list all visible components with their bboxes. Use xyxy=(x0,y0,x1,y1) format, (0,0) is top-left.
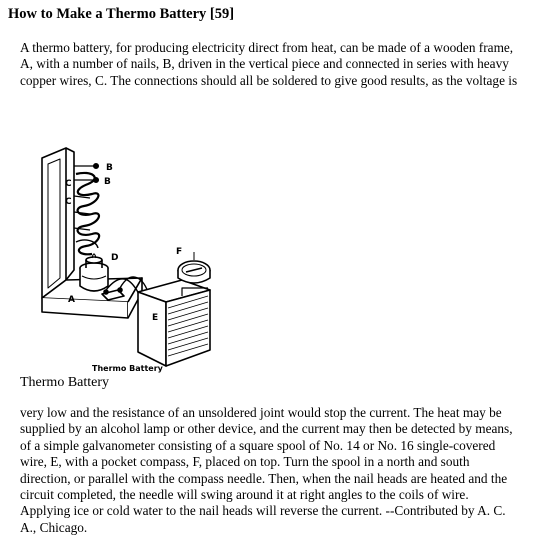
article-title: How to Make a Thermo Battery [59] xyxy=(8,6,235,22)
pocket-compass xyxy=(178,252,210,283)
label-d: D xyxy=(111,253,119,263)
figure-caption: Thermo Battery xyxy=(20,375,110,390)
thermo-battery-illustration xyxy=(32,120,252,382)
paragraph-intro: A thermo battery, for producing electricity direct from heat, can be made of a wooden frame, A, with a number of nails, B, driven in the vertical piece and connected in series with heavy copper wires, C. The connections should all be soldered to give good results, as the voltage is xyxy=(20,40,518,88)
paragraph-body: very low and the resistance of an unsoldered joint would stop the current. The heat may be supplied by an alcohol lamp or other device, and the current may then be detected by means, of a simple galvanometer consisting of a square spool of No. 14 or No. 16 single-covered wire, E, with a pocket compass, F, placed on top. Turn the spool in a north and south direction, or parallel with the compass needle. Then, when the nail heads are heated and the circuit completed, the needle will swing around it at right angles to the coils of wire. Applying ice or cold water to the nail heads will reverse the current. --Contributed by A. C. A., Chicago. xyxy=(20,405,513,535)
frame-vertical xyxy=(42,148,66,298)
label-c2: C xyxy=(65,197,72,207)
galvanometer-spool xyxy=(138,280,210,366)
label-b1: B xyxy=(106,163,113,173)
illustration-drawing xyxy=(32,120,252,382)
figure-label: Thermo Battery xyxy=(92,364,163,373)
label-a: A xyxy=(68,295,75,305)
alcohol-lamp xyxy=(80,254,108,291)
label-b2: B xyxy=(104,177,111,187)
label-e: E xyxy=(152,313,159,323)
label-c1: C xyxy=(65,179,72,189)
label-f: F xyxy=(176,247,183,257)
